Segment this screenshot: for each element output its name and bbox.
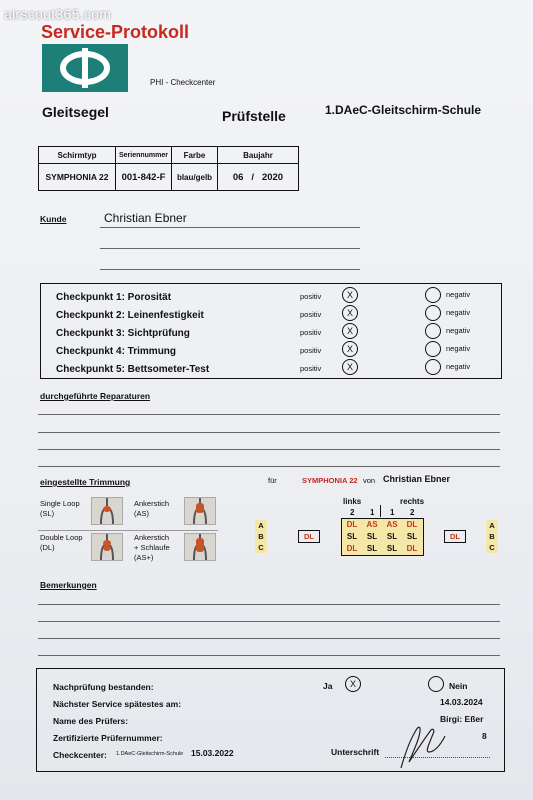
trim-cell-a-l1: AS [366, 520, 378, 529]
checkpoint-5-positiv: positiv [300, 364, 322, 373]
checkpoint-1-positiv: positiv [300, 292, 322, 301]
kunde-line-2 [100, 248, 360, 249]
ankerstich-label: Ankerstich [134, 499, 170, 508]
trim-cell-a-l2: DL [346, 520, 358, 529]
checkpoint-4-label: Checkpunkt 4: Trimmung [56, 346, 177, 357]
checkpoint-2-positiv: positiv [300, 310, 322, 319]
naechster-service-label: Nächster Service spätestes am: [53, 699, 182, 709]
checkpoint-3-negativ-mark[interactable] [425, 323, 441, 339]
ankerstich-schlaufe-knot-image [184, 533, 216, 561]
schirmtyp-value: SYMPHONIA 22 [39, 164, 116, 191]
single-loop-knot-image [91, 497, 123, 525]
checkpoint-2-negativ-mark[interactable] [425, 305, 441, 321]
row-label-left-c: C [255, 542, 267, 553]
trim-cell-b-r2: SL [406, 532, 418, 541]
nein-mark[interactable] [428, 676, 444, 692]
checkcenter-date: 15.03.2022 [191, 748, 234, 758]
checkpoint-1-positiv-mark[interactable]: X [342, 287, 358, 303]
checkpoint-4-positiv-mark[interactable]: X [342, 341, 358, 357]
checkpoint-2-label: Checkpunkt 2: Leinenfestigkeit [56, 310, 204, 321]
double-loop-knot-image [91, 533, 123, 561]
checkpoint-3-positiv: positiv [300, 328, 322, 337]
checkpoint-2-positiv-mark[interactable]: X [342, 305, 358, 321]
checkpoint-4-negativ: negativ [446, 344, 471, 353]
trim-cell-c-l2: DL [346, 544, 358, 553]
checkcenter-value: 1.DAeC-Gleitschirm-Schule [116, 751, 184, 757]
ja-label: Ja [323, 681, 333, 691]
trim-cell-c-l1: SL [366, 544, 378, 553]
ankerstich-knot-image [184, 497, 216, 525]
trim-cell-b-l2: SL [346, 532, 358, 541]
bemerkungen-line-3 [38, 638, 500, 639]
trimmung-owner: Christian Ebner [383, 474, 451, 484]
checkpoint-4-negativ-mark[interactable] [425, 341, 441, 357]
trimmung-model: SYMPHONIA 22 [302, 476, 358, 485]
row-label-right-b: B [486, 531, 498, 542]
checkpoint-1-label: Checkpunkt 1: Porosität [56, 292, 172, 303]
unterschrift-label: Unterschrift [331, 747, 380, 757]
pruefernummer-value: 8 [482, 731, 487, 741]
pruefer-label: Name des Prüfers: [53, 716, 129, 726]
col-header-rechts-2: 2 [410, 508, 415, 517]
watermark: airscout365.com [4, 6, 112, 22]
baujahr-value [218, 164, 299, 191]
col-header-schirmtyp: Schirmtyp [39, 147, 116, 164]
kunde-line-3 [100, 269, 360, 270]
rechts-label: rechts [400, 497, 425, 506]
farbe-value: blau/gelb [172, 164, 218, 191]
col-header-links-1: 1 [370, 508, 375, 517]
naechster-service-value: 14.03.2024 [440, 697, 483, 707]
trimmung-label: eingestellte Trimmung [40, 477, 131, 487]
col-header-baujahr: Baujahr [218, 147, 299, 164]
right-trim-box: DL [444, 530, 466, 543]
row-label-left-a: A [255, 520, 267, 531]
ankerstich-schlaufe-abbr: (AS+) [134, 553, 154, 562]
bemerkungen-line-1 [38, 604, 500, 605]
col-header-farbe: Farbe [172, 147, 218, 164]
baujahr-sep: / [251, 171, 255, 183]
glider-info-table [38, 146, 299, 191]
row-label-left-b: B [255, 531, 267, 542]
links-rechts-divider [380, 505, 381, 517]
pruefer-value: Birgi: Eßer [440, 714, 484, 724]
double-loop-label: Double Loop [40, 533, 83, 542]
trim-cell-a-r1: AS [386, 520, 398, 529]
phi-logo [42, 44, 128, 92]
reparaturen-line-1 [38, 414, 500, 415]
trim-cell-a-r2: DL [406, 520, 418, 529]
checkpoint-1-negativ: negativ [446, 290, 471, 299]
single-loop-abbr: (SL) [40, 509, 55, 518]
double-loop-abbr: (DL) [40, 543, 55, 552]
single-loop-label: Single Loop [40, 499, 80, 508]
checkpoint-5-negativ-mark[interactable] [425, 359, 441, 375]
reparaturen-label: durchgeführte Reparaturen [40, 391, 151, 401]
glider-label: Gleitsegel [42, 104, 109, 120]
ankerstich-abbr: (AS) [134, 509, 149, 518]
reparaturen-line-3 [38, 449, 500, 450]
ja-mark[interactable]: X [345, 676, 361, 692]
col-header-rechts-1: 1 [390, 508, 395, 517]
reparaturen-line-4 [38, 466, 500, 467]
trim-cell-b-r1: SL [386, 532, 398, 541]
checkpoint-3-negativ: negativ [446, 326, 471, 335]
trim-cell-b-l1: SL [366, 532, 378, 541]
trimmung-von: von [363, 476, 376, 485]
trim-grid [341, 518, 424, 556]
ankerstich-schlaufe-label-1: Ankerstich [134, 533, 170, 542]
ankerstich-schlaufe-label-2: + Schlaufe [134, 543, 170, 552]
trimmung-fuer: für [268, 476, 277, 485]
kunde-label: Kunde [40, 214, 67, 224]
seriennummer-value: 001-842-F [116, 164, 172, 191]
station-label: Prüfstelle [222, 108, 286, 124]
trim-cell-c-r2: DL [406, 544, 418, 553]
nein-label: Nein [449, 681, 468, 691]
trim-cell-c-r1: SL [386, 544, 398, 553]
pruefernummer-label: Zertifizierte Prüfernummer: [53, 733, 163, 743]
checkcenter-label: Checkcenter: [53, 750, 107, 760]
handwritten-signature [395, 722, 455, 775]
checkpoint-3-positiv-mark[interactable]: X [342, 323, 358, 339]
checkpoint-5-label: Checkpunkt 5: Bettsometer-Test [56, 364, 210, 375]
col-header-links-2: 2 [350, 508, 355, 517]
page-title: Service-Protokoll [41, 22, 190, 42]
left-trim-box: DL [298, 530, 320, 543]
station-name: 1.DAeC-Gleitschirm-Schule [325, 103, 482, 117]
checkpoint-2-negativ: negativ [446, 308, 471, 317]
links-label: links [343, 497, 362, 506]
col-header-seriennummer: Seriennummer [116, 147, 172, 164]
baujahr-monat: 06 [232, 171, 244, 183]
checkpoint-5-negativ: negativ [446, 362, 471, 371]
row-label-right-c: C [486, 542, 498, 553]
checkpoint-3-label: Checkpunkt 3: Sichtprüfung [56, 328, 190, 339]
reparaturen-line-2 [38, 432, 500, 433]
knot-divider [38, 530, 218, 531]
checkpoint-4-positiv: positiv [300, 346, 322, 355]
bemerkungen-line-2 [38, 621, 500, 622]
checkpoint-1-negativ-mark[interactable] [425, 287, 441, 303]
bemerkungen-label: Bemerkungen [40, 580, 97, 590]
baujahr-jahr: 2020 [261, 171, 284, 183]
nachpruefung-label: Nachprüfung bestanden: [53, 682, 154, 692]
kunde-line-1 [100, 227, 360, 228]
checkcenter-caption: PHI - Checkcenter [150, 78, 216, 87]
row-label-right-a: A [486, 520, 498, 531]
bemerkungen-line-4 [38, 655, 500, 656]
checkpoint-5-positiv-mark[interactable]: X [342, 359, 358, 375]
kunde-name: Christian Ebner [104, 211, 187, 225]
